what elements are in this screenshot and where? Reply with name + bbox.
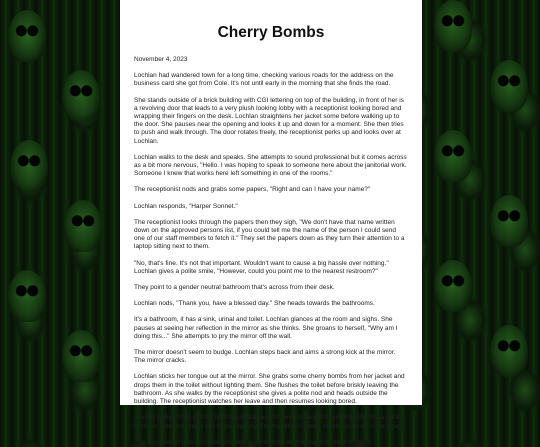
story-title: Cherry Bombs <box>217 24 325 41</box>
story-date: November 4, 2023 <box>134 56 188 63</box>
story-paragraph: A small yellow moth follows behind Lochlan as she turns to face the building. She lifts a hand from her side and snaps her fingers quietly. The handful of cherry bombs goes off in the pipes. <box>134 414 405 430</box>
story-paragraph: Lochlan responds, "Harper Sonnet." <box>134 202 238 210</box>
story-paragraph: Lochlan nods, "Thank you, have a blessed day." She heads towards the bathrooms. <box>134 300 375 308</box>
story-paragraph: The receptionist nods and grabs some papers, "Right and can I have your name?" <box>134 186 371 194</box>
story-paragraph: The receptionist looks through the papers then they sigh, "We don't have that name written down on the approved persons list, if you could tell me the name of the person I could send one of our staff members to fetch it." They set the papers down as they turn their attention to a laptop sitting next to them. <box>134 218 405 251</box>
story-paragraph: She stands outside of a brick building with CGI lettering on top of the building, in front of her is a revolving door that leads to a very plush looking lobby with a receptionist looking bored and wrapping their fingers on the desk. Lochlan straightens her jacket some before walking up to the door. She pauses near the opening and looks it up and down for a moment. She then tries to push and walk through. The door rotates freely, the receptionist perks up and looks over at Lochlan. <box>134 96 404 145</box>
story-paragraph: Lochlan walks to the desk and speaks. She attempts to sound professional but it comes across as a bit more nervous, "Hello. I was hoping to speak to someone here about the janitorial work. Someone I knew that works here left something in one of the rooms." <box>134 153 407 178</box>
story-paragraph: "No, that's fine. It's not that important. Wouldn't want to cause a big hassle over nothing." Lochlan gives a polite smile, "However, could you point me to the nearest restroom?" <box>134 259 389 275</box>
story-paragraph: Lochlan had wandered town for a long time, checking various roads for the address on the business card she got from Cole. It's not until early in the morning that she finds the road. <box>134 72 394 88</box>
story-page <box>120 0 422 446</box>
background-pattern-right <box>420 0 540 405</box>
story-paragraph: It's a bathroom, it has a sink, urinal and toilet. Lochlan glances at the room and sighs. She pauses at seeing her reflection in the mirror as she thinks. She groans to herself, "Why am I doing this..." She attempts to pry the mirror off the wall. <box>134 316 398 340</box>
story-paragraph: They point to a gender neutral bathroom that's across from their desk. <box>134 284 335 292</box>
story-paragraph: Lochlan sticks her tongue out at the mirror. She grabs some cherry bombs from her jacket and drops them in the toilet without lighting them. She flushes the toilet before briskly leaving the bathroom. As she walks by the receptionist she gives a polite nod and heads outside the building. The receptionist watches her leave and then resumes looking bored. <box>134 373 405 406</box>
background-pattern-left <box>0 0 120 405</box>
story-paragraph: The receptionist jolts and looks incredibly concerned as they run into the bathroom. <box>134 438 373 446</box>
story-paragraph: The mirror doesn't seem to budge. Lochlan steps back and aims a strong kick at the mirror. The mirror cracks. <box>134 349 396 365</box>
